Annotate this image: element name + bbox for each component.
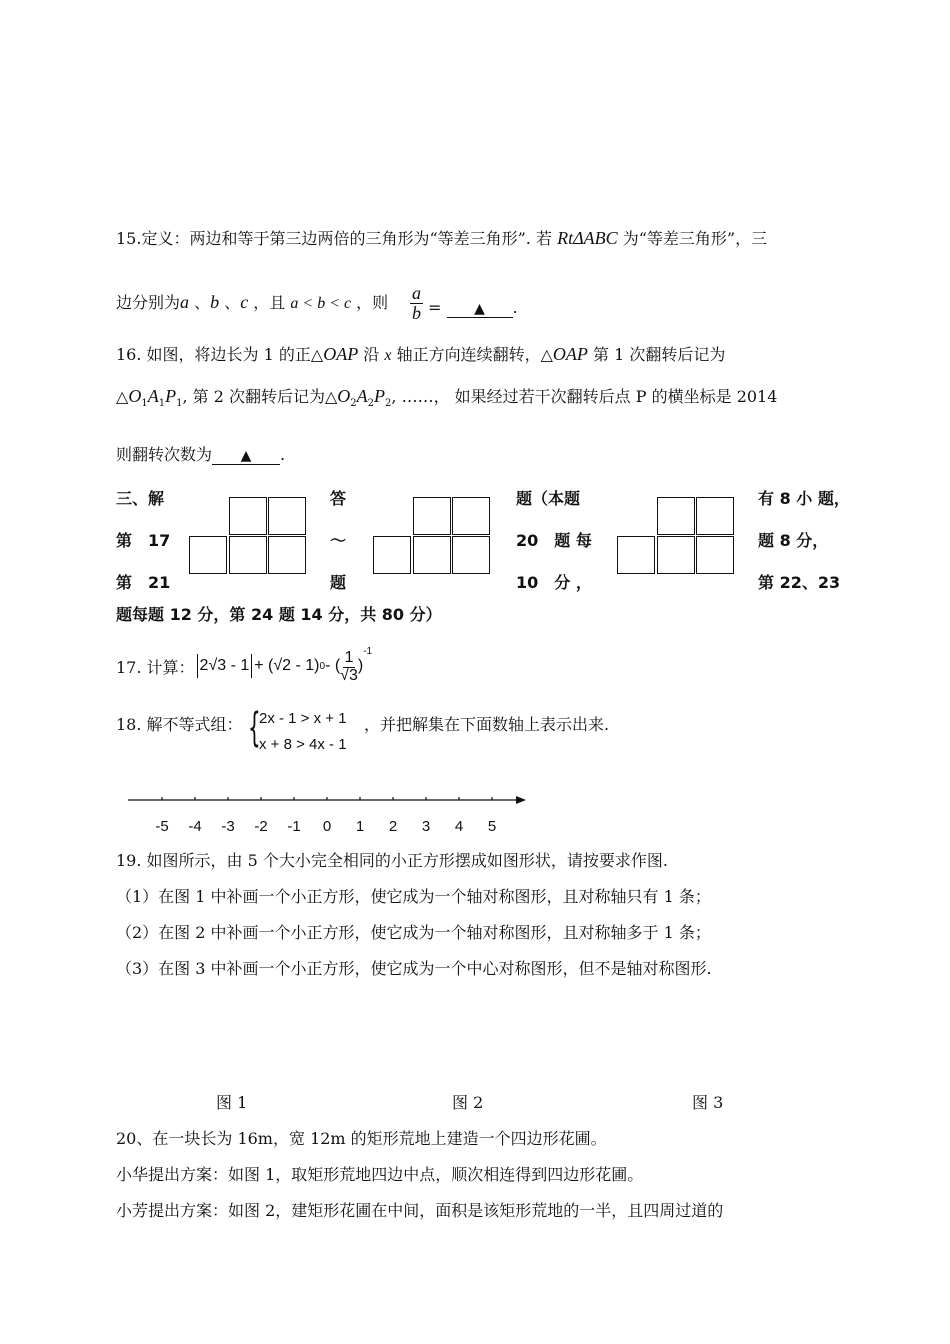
q19-part3: （3）在图 3 中补画一个小正方形，使它成为一个中心对称图形，但不是轴对称图形. [116,959,712,978]
fig3-square [696,536,734,574]
figure-3-grid [617,497,737,579]
q15-frac-num: a [412,283,421,303]
q19-part2: （2）在图 2 中补画一个小正方形，使它成为一个轴对称图形，且对称轴多于 1 条； [116,923,711,942]
q16-a1-sub: 1 [158,398,166,409]
q16-o1: O [128,386,142,406]
number-line-tick-label: 3 [421,818,431,835]
q17-close: ) [357,657,364,675]
number-line-tick-label: -3 [221,818,235,835]
q15-text-post: 为“等差三角形”，三 [617,229,768,248]
q15-cond-post: ，则 [351,293,389,312]
fig1-square [268,536,306,574]
section3-col4 [758,478,850,604]
fig1-square [189,536,227,574]
number-line-tick-label: -5 [155,818,169,835]
q15-triangle: RtΔABC [557,228,618,248]
fig3-square [657,536,695,574]
q20-line1: 20、在一块长为 16m，宽 12m 的矩形荒地上建造一个四边形花圃。 [116,1129,607,1148]
q18-brace: { [248,705,261,751]
number-line-tick-label: 1 [355,818,365,835]
q16-p1-sub: 1 [176,398,183,409]
section3-c1-r2: 第 17 [116,531,171,550]
q17-term3: - ( [325,657,341,675]
section3-c3-r1: 题（本题 [516,489,581,508]
section3-col2 [330,478,346,604]
q17-fraction [340,650,358,685]
fig1-square [229,497,267,535]
q16-line2 [116,384,777,409]
q17-frac-den: √3 [340,666,358,684]
number-line-tick-label: 4 [454,818,464,835]
section3-col1 [116,478,170,604]
fig2-square [413,497,451,535]
section3-c2-r2: ～ [330,531,347,550]
figure-1-grid [189,497,309,579]
q19-stem: 19. 如图所示，由 5 个大小完全相同的小正方形摆成如图形状，请按要求作图. [116,851,668,870]
q16-p2: P [374,386,386,406]
q16-a2: A [356,386,368,406]
fig2-square [373,536,411,574]
fig2-square [452,536,490,574]
q16-text-mid3: , 第 2 次翻转后记为△ [182,387,338,406]
section3-c4-r2: 题 8 分， [758,531,829,550]
q15-answer-blank: ▲ [474,301,485,317]
number-line-tick-label: -4 [188,818,202,835]
q17-exp0: 0 [319,660,326,672]
q19-part1: （1）在图 1 中补画一个小正方形，使它成为一个轴对称图形，且对称轴只有 1 条； [116,887,711,906]
fig1-square [229,536,267,574]
section3-c4-r3: 第 22、23 [758,573,841,592]
q16-a1: A [147,386,159,406]
q16-x-axis: x [384,347,392,364]
q15-sides-pre: 边分别为 [116,293,181,312]
q17-abs-bar-left [197,654,198,678]
q17-abs-expr: 2√3 - 1 [199,657,250,675]
fig3-square [657,497,695,535]
q16-line1 [116,342,725,365]
number-line-tick-label: 0 [322,818,332,835]
number-line [128,790,528,810]
q16-o1-sub: 1 [141,398,148,409]
q16-line3 [116,442,285,465]
q17-label: 17. 计算： [116,657,195,677]
q18-instruction: ，并把解集在下面数轴上表示出来. [364,715,610,734]
q15-side-a: a [180,292,190,312]
q15-text-pre: 15.定义：两边和等于第三边两倍的三角形为“等差三角形”. 若 [116,229,558,248]
section3-last-line: 题每题 12 分，第 24 题 14 分，共 80 分） [116,605,442,624]
q15-sep2: 、 [219,293,241,312]
q18-label: 18. 解不等式组： [116,715,243,734]
q16-text-mid: 沿 [358,345,385,364]
q18-system [259,706,347,758]
section3-c4-r1: 有 8 小 题， [758,489,850,508]
q16-oap2: OAP [552,344,588,364]
fig3-square [617,536,655,574]
number-line-tick-label: -1 [287,818,301,835]
q15-line1 [116,226,767,249]
q15-equals: = [428,298,447,317]
q16-a2-sub: 2 [367,398,375,409]
section3-c3-r3: 10 分 ， [516,573,592,592]
q16-text-mid2: 轴正方向连续翻转，△ [391,345,553,364]
q15-sep1: 、 [189,293,211,312]
number-line-tick-label: 2 [388,818,398,835]
q18-inequality-2: x + 8 > 4x - 1 [259,736,347,753]
q16-end: . [280,445,286,464]
q15-end: . [512,298,518,317]
section3-c2-r3: 题 [330,573,347,592]
section3-col3 [516,478,592,604]
q20-line2: 小华提出方案：如图 1，取矩形荒地四边中点，顺次相连得到四边形花圃。 [116,1165,644,1184]
section3-c1-r1: 三、解 [116,489,165,508]
q20-line3: 小芳提出方案：如图 2，建矩形花圃在中间，面积是该矩形荒地的一半，且四周过道的 [116,1201,724,1220]
fig1-square [268,497,306,535]
q16-tri1: △ [116,387,129,406]
q15-side-b: b [210,292,220,312]
q16-text-pre: 16. 如图，将边长为 1 的正△ [116,345,324,364]
q16-p2-sub: 2 [385,398,392,409]
q16-question: 则翻转次数为 [116,445,213,464]
q16-text-post2: , ……， 如果经过若干次翻转后点 P 的横坐标是 2014 [391,387,778,406]
section3-c3-r2: 20 题 每 [516,531,592,550]
figure-1-caption: 图 1 [216,1093,248,1112]
q15-line2 [116,290,388,313]
q17-term2: + (√2 - 1) [254,657,320,675]
q17-abs-bar-right [251,654,252,678]
q15-condition: a < b < c [290,295,352,312]
q15-cond-pre: ，且 [248,293,291,312]
q15-answer [428,298,518,318]
q16-o2: O [337,386,351,406]
figure-3-caption: 图 3 [692,1093,724,1112]
q17-frac-num: 1 [344,649,354,666]
section3-c1-r3: 第 21 [116,573,171,592]
fig2-square [452,497,490,535]
q17-line [116,648,372,685]
q16-p1: P [165,386,177,406]
q15-fraction [410,284,423,323]
fig2-square [413,536,451,574]
q16-o2-sub: 2 [350,398,357,409]
figure-2-caption: 图 2 [452,1093,484,1112]
q15-side-c: c [240,292,249,312]
number-line-tick-label: -2 [254,818,268,835]
q16-text-post: 第 1 次翻转后记为 [587,345,726,364]
q15-frac-den: b [412,302,421,323]
number-line-tick-label: 5 [487,818,497,835]
q16-oap: OAP [323,344,359,364]
fig3-square [696,497,734,535]
q18-inequality-1: 2x - 1 > x + 1 [259,710,347,727]
q16-answer-blank: ▲ [240,448,252,464]
figure-2-grid [373,497,493,579]
q17-exp-neg1: -1 [363,646,373,657]
section3-c2-r1: 答 [330,489,347,508]
